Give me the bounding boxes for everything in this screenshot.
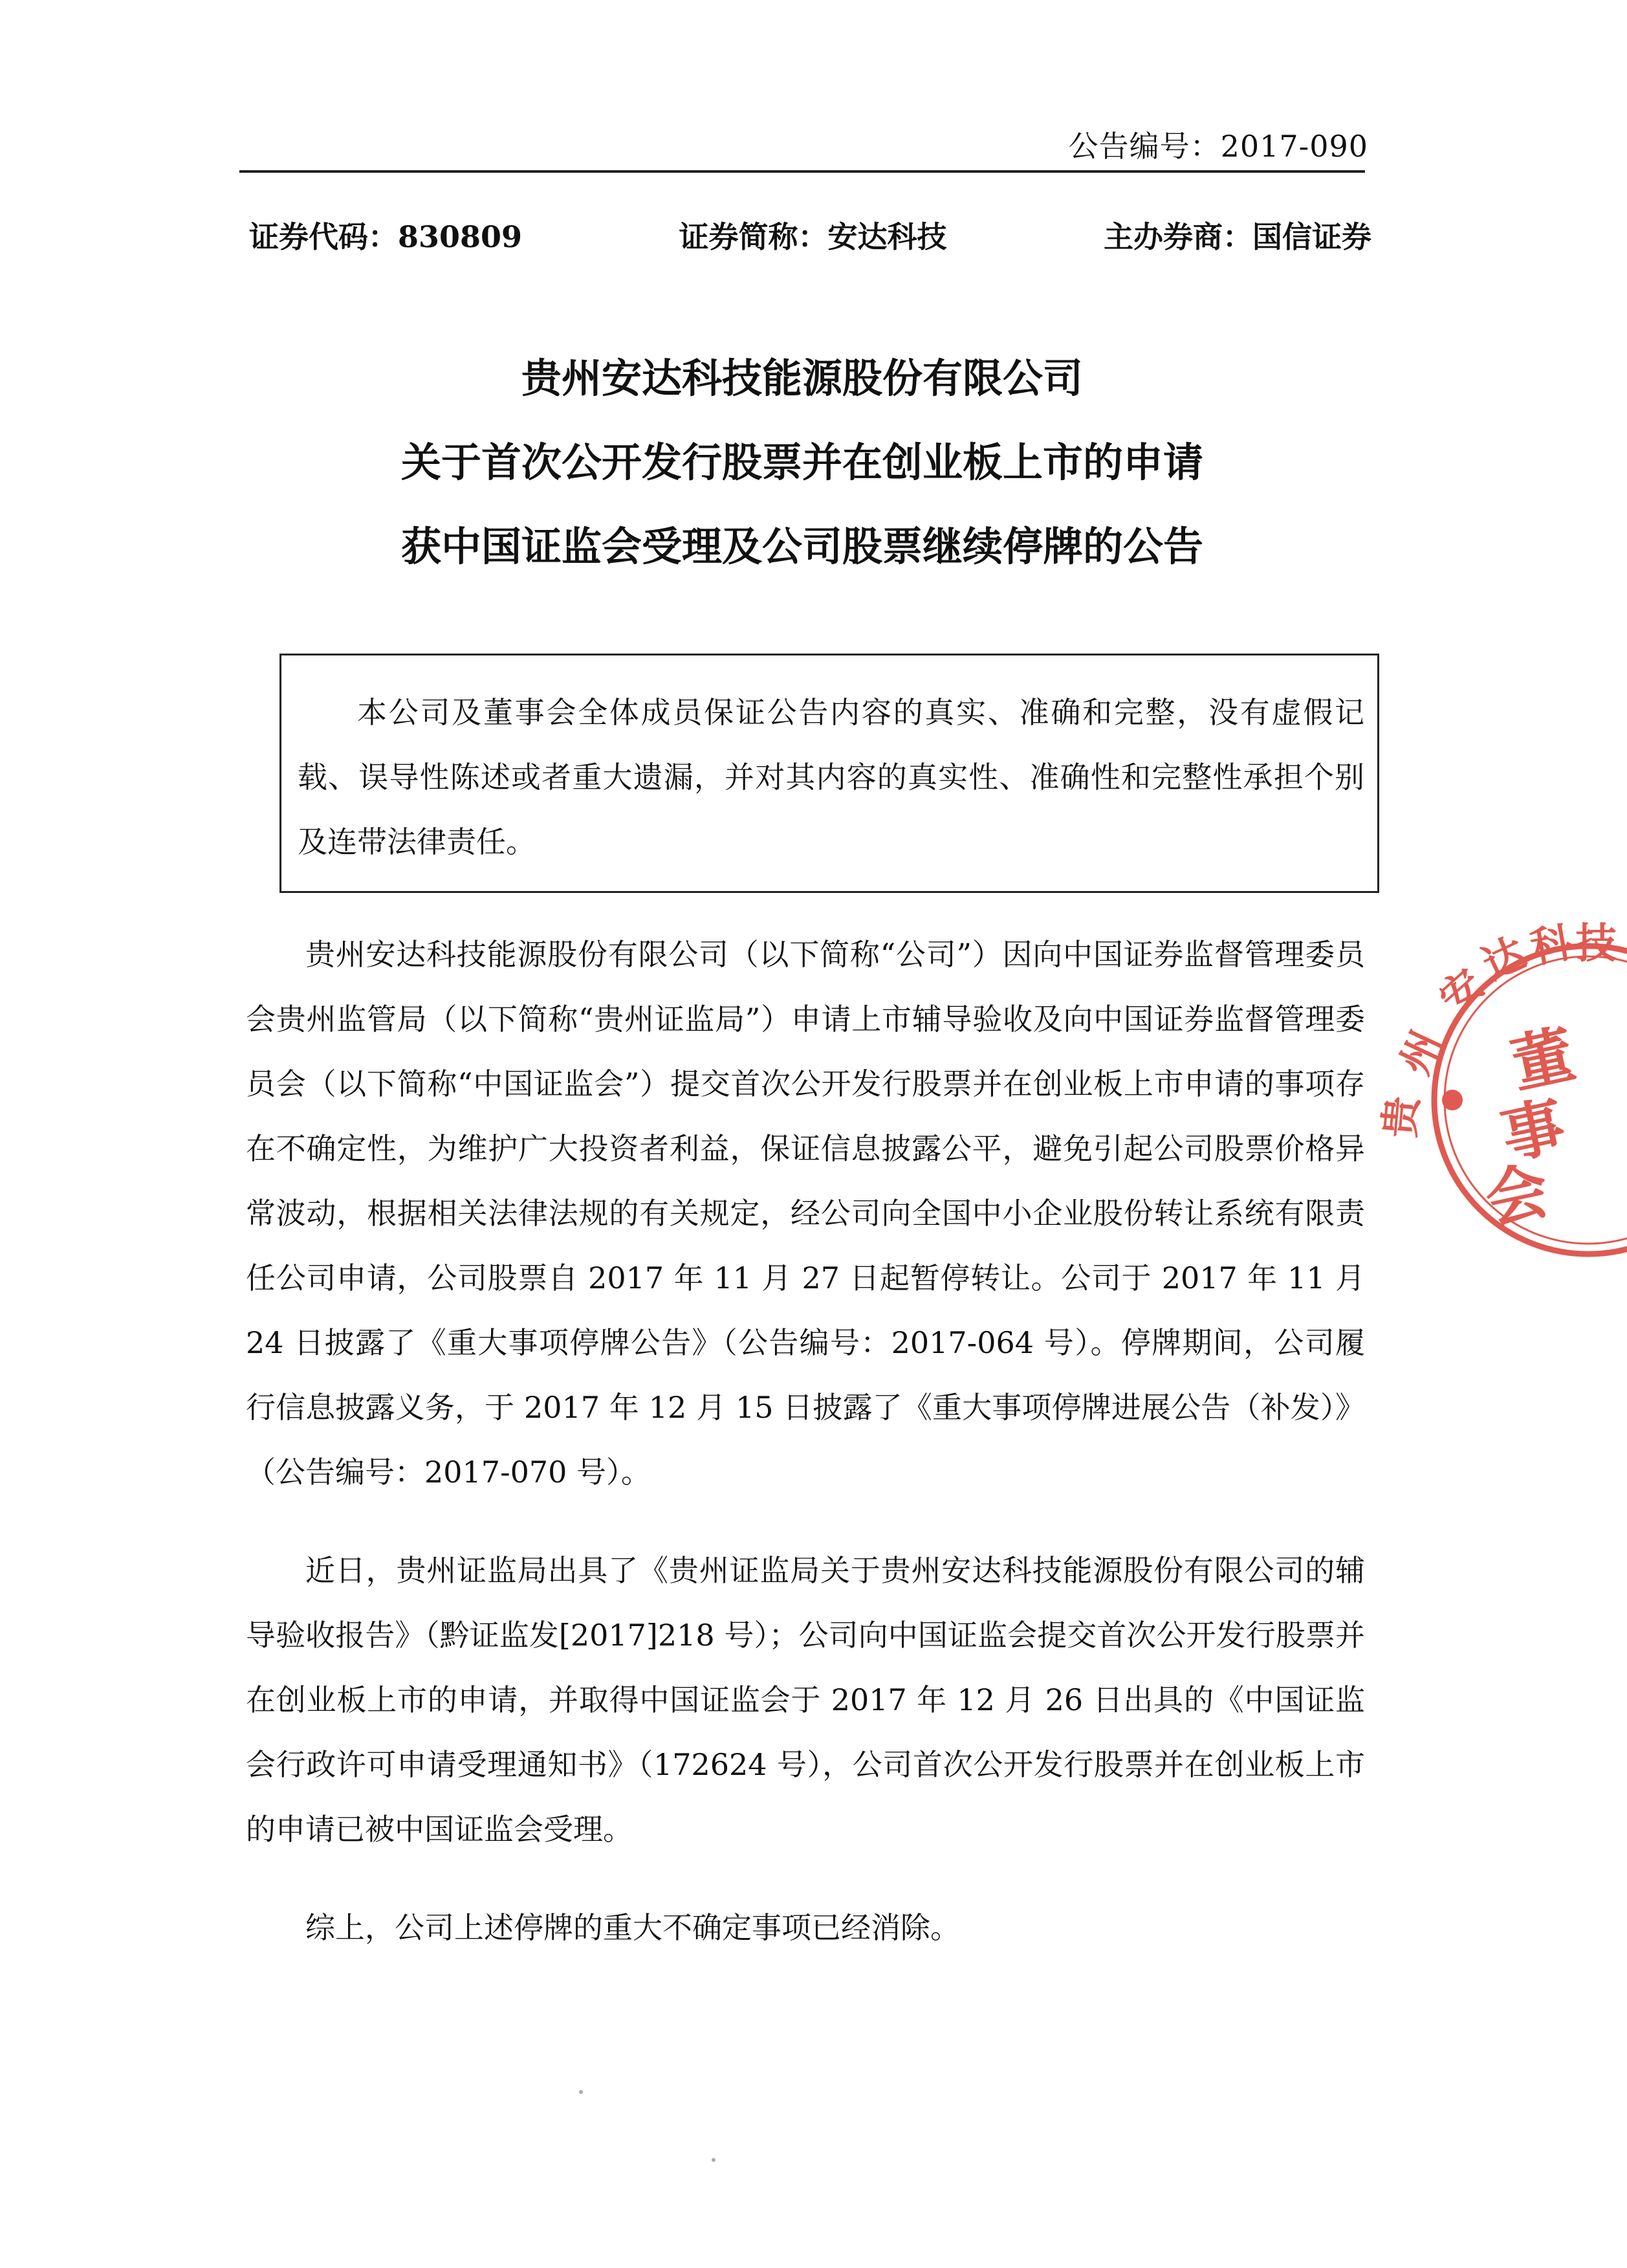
body-text <box>246 922 1365 1994</box>
seal-center-char: 事 <box>1495 1088 1571 1173</box>
disclaimer-box <box>279 654 1379 893</box>
title-line-1: 贵州安达科技能源股份有限公司 <box>521 355 1083 402</box>
seal-ring-char: 技 <box>1575 920 1617 968</box>
seal-ring-char: 州 <box>1391 1024 1452 1082</box>
seal-star <box>1442 1090 1463 1110</box>
title-line-2: 关于首次公开发行股票并在创业板上市的申请 <box>400 439 1203 486</box>
security-info-row <box>249 214 1371 256</box>
scan-speck <box>579 2090 583 2094</box>
document-title <box>239 336 1365 589</box>
seal-ring-char: 达 <box>1475 929 1533 990</box>
sponsor-broker: 主办券商：国信证券 <box>1103 219 1371 254</box>
seal-ring-char: 科 <box>1526 918 1576 973</box>
seal-center-char: 董 <box>1505 1017 1581 1102</box>
title-line-3: 获中国证监会受理及公司股票继续停牌的公告 <box>400 523 1203 570</box>
seal-center-char: 会 <box>1479 1153 1555 1238</box>
disclaimer-text: 本公司及董事会全体成员保证公告内容的真实、准确和完整，没有虚假记载、误导性陈述或者重大遗漏，并对其内容的真实性、准确性和完整性承担个别及连带法律责任。 <box>298 695 1364 859</box>
security-code: 证券代码：830809 <box>249 219 523 254</box>
announcement-number: 公告编号：2017-090 <box>1068 129 1368 164</box>
header-rule <box>239 170 1365 173</box>
body-paragraph: 综上，公司上述停牌的重大不确定事项已经消除。 <box>305 1910 960 1945</box>
body-paragraph: 近日，贵州证监局出具了《贵州证监局关于贵州安达科技能源股份有限公司的辅导验收报告》（黔证监发[2017]218 号）；公司向中国证监会提交首次公开发行股票并在创业板上市的申请，并取得中国证监会于 2017 年 12 月 26 日出具的《中国证监会行政许可申请受理通知书》（172624 号），公司首次公开发行股票并在创业板上市的申请已被中国证监会受理。 <box>246 1553 1365 1847</box>
seal-ring-char: 安 <box>1430 960 1494 1024</box>
security-short-name: 证券简称：安达科技 <box>679 219 947 254</box>
body-paragraph: 贵州安达科技能源股份有限公司（以下简称“公司”）因向中国证券监督管理委员会贵州监管局（以下简称“贵州证监局”）申请上市辅导验收及向中国证券监督管理委员会（以下简称“中国证监会”）提交首次公开发行股票并在创业板上市申请的事项存在不确定性，为维护广大投资者利益，保证信息披露公平，避免引起公司股票价格异常波动，根据相关法律法规的有关规定，经公司向全国中小企业股份转让系统有限责任公司申请，公司股票自 2017 年 11 月 27 日起暂停转让。公司于 2017 年 11 月 24 日披露了《重大事项停牌公告》（公告编号：2017-064 号）。停牌期间，公司履行信息披露义务，于 2017 年 12 月 15 日披露了《重大事项停牌进展公告（补发）》（公告编号：2017-070 号）。 <box>246 937 1366 1490</box>
seal-ring-char: 贵 <box>1376 1094 1428 1140</box>
company-seal <box>1376 918 1627 1281</box>
scan-speck <box>712 2158 715 2162</box>
